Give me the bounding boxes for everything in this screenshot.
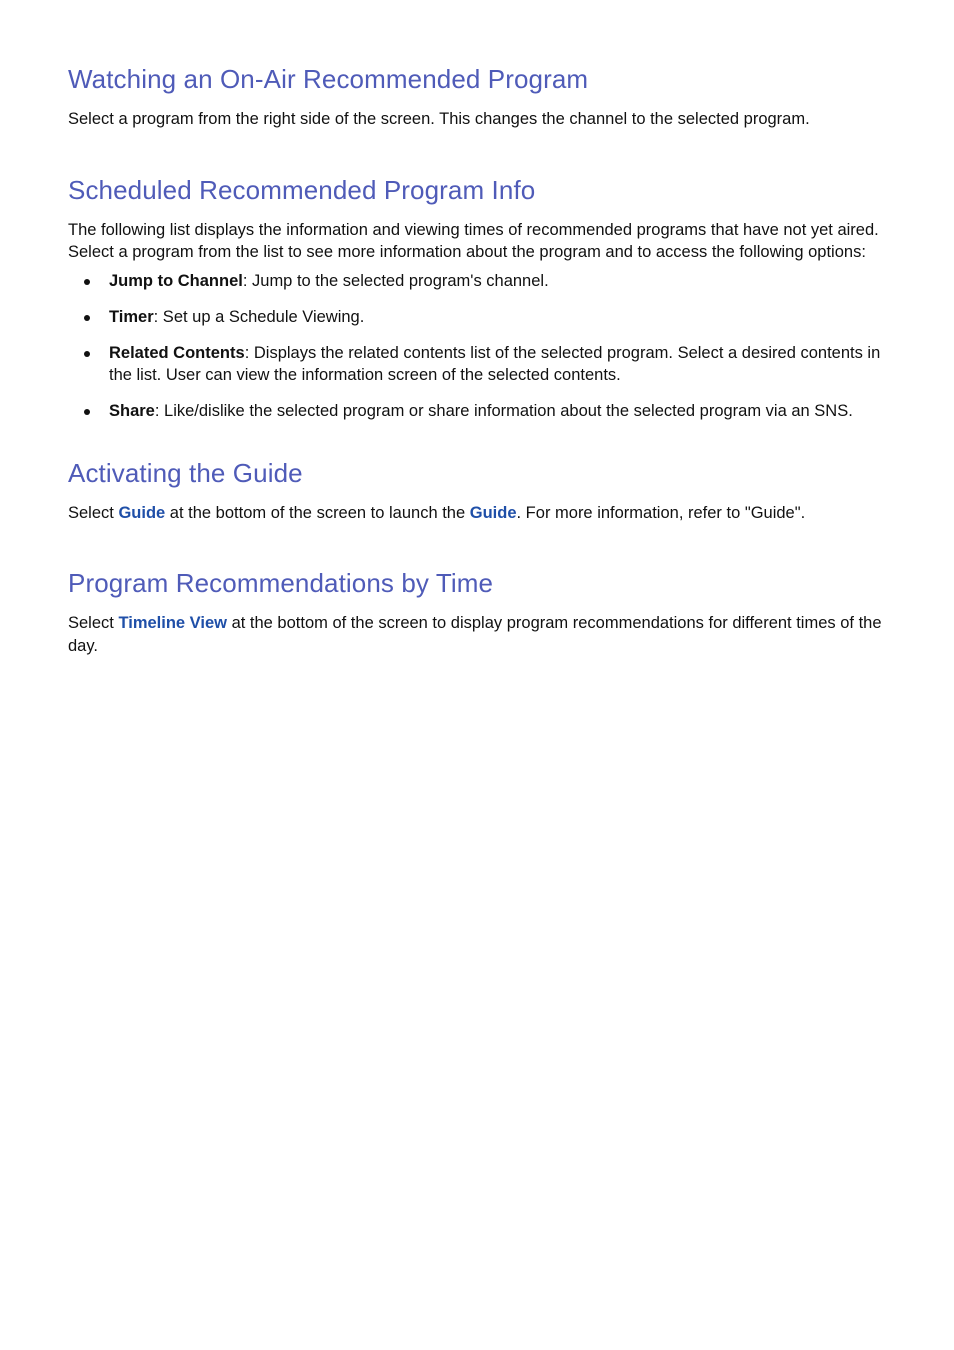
- section-scheduled: [68, 171, 888, 423]
- section-body: Select a program from the right side of the screen. This changes the channel to the selected program.: [68, 110, 810, 128]
- section-on-air: [68, 60, 888, 131]
- body-text: . For more information, refer to "Guide".: [516, 503, 806, 522]
- section-heading: Program Recommendations by Time: [68, 568, 494, 598]
- list-item: [68, 400, 888, 423]
- option-term: Related Contents: [109, 343, 245, 362]
- guide-link[interactable]: Guide: [118, 503, 166, 522]
- list-item: [68, 306, 888, 329]
- section-heading: Scheduled Recommended Program Info: [68, 174, 536, 205]
- guide-link[interactable]: Guide: [469, 503, 517, 522]
- option-text: : Jump to the selected program's channel.: [242, 271, 549, 290]
- bullet-icon: [84, 351, 90, 357]
- list-item: [68, 342, 888, 387]
- section-body: The following list displays the information and viewing times of recommended programs that have not yet aired. Select a program from the list to see more information about the program and to access the following options:: [68, 220, 879, 261]
- option-text: : Displays the related contents list of the selected program. Select a desired contents in the list. User can view the information screen of the selected contents.: [109, 343, 881, 384]
- option-text: : Set up a Schedule Viewing.: [153, 307, 365, 326]
- body-text: at the bottom of the screen to display program recommendations for different times of the day.: [68, 614, 882, 655]
- body-text: Select: [68, 614, 119, 632]
- bullet-icon: [84, 279, 90, 285]
- option-text: : Like/dislike the selected program or share information about the selected program via an SNS.: [154, 402, 853, 420]
- options-list: [68, 270, 888, 423]
- section-guide: [68, 454, 888, 525]
- bullet-icon: [84, 315, 90, 321]
- bullet-icon: [84, 409, 90, 415]
- body-text: Select: [68, 503, 119, 522]
- section-body: [68, 612, 888, 657]
- timeline-view-link[interactable]: Timeline View: [118, 614, 227, 632]
- section-heading: Activating the Guide: [68, 457, 303, 488]
- list-item: [68, 270, 888, 293]
- option-term: Timer: [109, 307, 154, 326]
- section-by-time: [68, 564, 888, 657]
- section-body: [68, 502, 888, 525]
- section-heading: Watching an On-Air Recommended Program: [68, 64, 589, 94]
- option-term: Jump to Channel: [109, 271, 243, 290]
- option-term: Share: [109, 402, 155, 420]
- page-content: [68, 60, 888, 657]
- body-text: at the bottom of the screen to launch the: [165, 503, 470, 522]
